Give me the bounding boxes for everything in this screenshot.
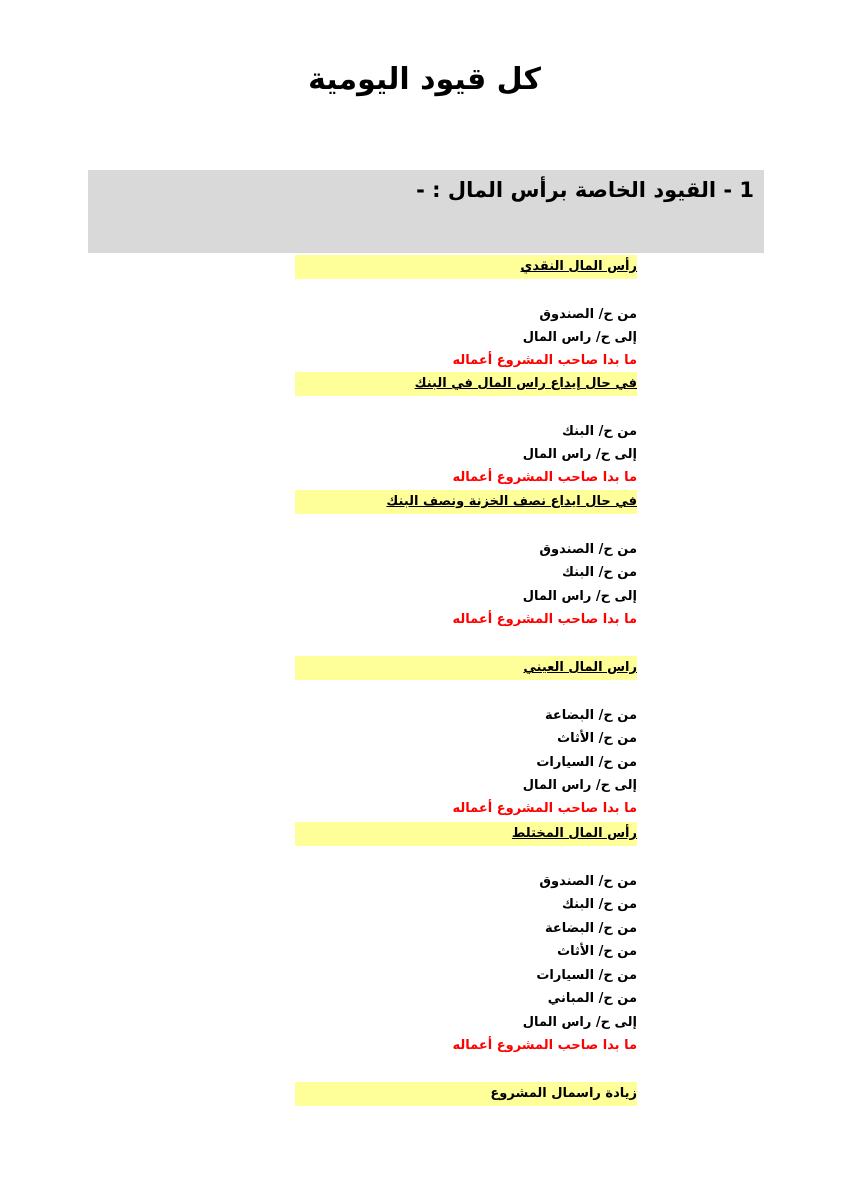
entry-heading-in-kind-capital: راس المال العيني [523,660,637,675]
entry-closing: ما بدا صاحب المشروع أعماله [452,470,637,485]
entry-heading-cash-capital: رأس المال النقدي [520,259,637,274]
entry-line: من ح/ البنك [562,565,637,580]
entry-line: من ح/ الصندوق [539,307,637,322]
entry-closing: ما بدا صاحب المشروع أعماله [452,353,637,368]
entry-line: من ح/ الأثاث [557,944,637,959]
entry-line: من ح/ المباني [547,991,637,1006]
entry-line: من ح/ البضاعة [544,921,637,936]
entry-closing: ما بدا صاحب المشروع أعماله [452,801,637,816]
entry-line: من ح/ السيارات [536,755,637,770]
entry-line: من ح/ الأثاث [557,731,637,746]
section-header-text: 1 - القيود الخاصة برأس المال : - [416,178,754,202]
entry-heading-split-deposit: في حال ايداع نصف الخزنة ونصف البنك [386,494,637,509]
entry-heading-capital-increase: زيادة راسمال المشروع [490,1086,637,1101]
entry-closing: ما بدا صاحب المشروع أعماله [452,612,637,627]
page-title: كل قيود اليومية [308,62,541,97]
entry-line: من ح/ البنك [562,897,637,912]
section-header [88,170,764,253]
entry-line: من ح/ البنك [562,424,637,439]
entry-line: من ح/ الصندوق [539,542,637,557]
entry-heading-bank-deposit: في حال إيداع راس المال في البنك [414,376,637,391]
entry-heading-mixed-capital: رأس المال المختلط [511,826,637,841]
entry-line: إلى ح/ راس المال [522,1015,637,1030]
entry-line: إلى ح/ راس المال [522,447,637,462]
entry-closing: ما بدا صاحب المشروع أعماله [452,1038,637,1053]
entry-line: إلى ح/ راس المال [522,330,637,345]
entry-line: إلى ح/ راس المال [522,778,637,793]
entry-line: إلى ح/ راس المال [522,589,637,604]
entry-line: من ح/ البضاعة [544,708,637,723]
entry-line: من ح/ الصندوق [539,874,637,889]
entry-line: من ح/ السيارات [536,968,637,983]
